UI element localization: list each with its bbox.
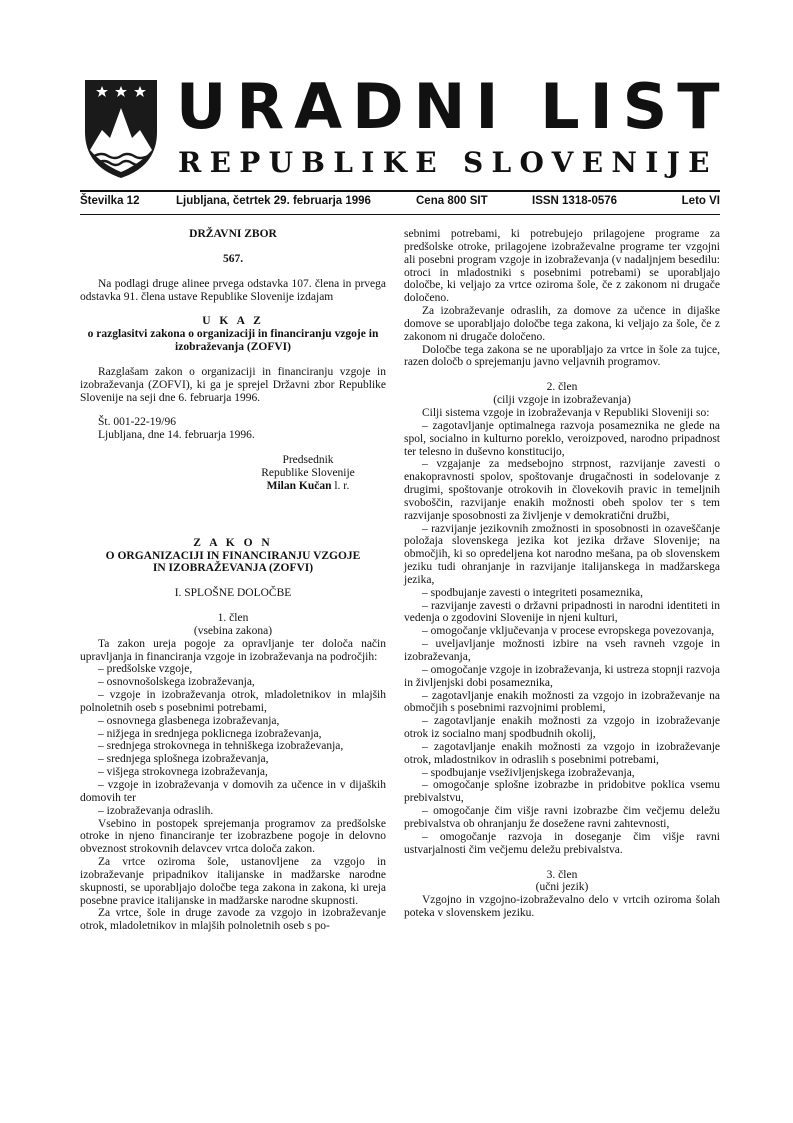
right-column — [404, 228, 720, 920]
article-2-intro: Cilji sistema vzgoje in izobraževanja v Republiki Sloveniji so: — [422, 406, 710, 419]
decree-preamble: Na podlagi druge alinee prvega odstavka 107. člena in prvega odstavka 91. člena ustave Republike Slovenije izdajam — [80, 277, 386, 303]
list-item: – srednjega splošnega izobraževanja, — [98, 753, 269, 766]
list-item: – vzgoje in izobraževanja otrok, mladoletnikov in mlajših polnoletnih oseb s posebnimi potrebami, — [80, 689, 386, 714]
list-item: – osnovnošolskega izobraževanja, — [98, 676, 255, 689]
section-title: I. SPLOŠNE DOLOČBE — [174, 587, 292, 600]
list-item: – omogočanje splošne izobrazbe in pridobitve poklica vsemu prebivalstvu, — [404, 779, 720, 805]
law-heading: Z A K O N — [193, 536, 273, 549]
list-item: – omogočanje čim višje ravni izobrazbe čim večjemu deležu prebivalstva ob ohranjanju že dosežene ravni zahtevnosti, — [404, 805, 720, 830]
list-item: – predšolske vzgoje, — [98, 663, 193, 676]
law-title: O ORGANIZACIJI IN FINANCIRANJU VZGOJE IN IZOBRAŽEVANJA (ZOFVI) — [105, 549, 361, 575]
signature-suffix: l. r. — [331, 479, 350, 492]
article-2-number: 2. člen — [546, 381, 578, 394]
article-1-title: (vsebina zakona) — [193, 624, 273, 637]
signature-line — [80, 480, 386, 493]
coat-of-arms-icon — [82, 70, 160, 180]
article-1-paragraph-6: Določbe tega zakona se ne uporabljajo za vrtce in šole za tujce, razen določb o sprejemanju javno veljavnih programov. — [404, 343, 720, 369]
signature-name: Milan Kučan — [266, 479, 332, 492]
reference-date: Ljubljana, dne 14. februarja 1996. — [98, 429, 255, 442]
list-item: – nižjega in srednjega poklicnega izobraževanja, — [98, 727, 322, 740]
issue-date: Ljubljana, četrtek 29. februarja 1996 — [176, 195, 371, 207]
list-item: – spodbujanje zavesti o integriteti posameznika, — [422, 586, 643, 599]
list-item: – srednjega strokovnega in tehniškega izobraževanja, — [98, 740, 344, 753]
article-1-paragraph-2: Vsebino in postopek sprejemanja programov za predšolske otroke in njeno financiranje ter izobrazbene pogoje in delovno obveznost strokovnih delavcev vrtca določa zakon. — [80, 817, 386, 856]
issue-issn: ISSN 1318-0576 — [532, 195, 618, 207]
decree-title: o razglasitvi zakona o organizaciji in financiranju vzgoje in izobraževanja (ZOFVI) — [87, 328, 379, 354]
list-item: – osnovnega glasbenega izobraževanja, — [98, 714, 280, 727]
issue-number: Številka 12 — [80, 195, 140, 207]
list-item: – izobraževanja odraslih. — [98, 804, 214, 817]
gazette-title: URADNI LIST — [176, 70, 730, 143]
article-1-number: 1. člen — [217, 612, 249, 625]
article-3-number: 3. člen — [546, 868, 578, 881]
article-1-paragraph-3: Za vrtce oziroma šole, ustanovljene za vzgojo in izobraževanje pripadnikov italijanske in madžarske narodne skupnosti, se uporabljajo določbe tega zakona in zakona, ki ureja posebne pravice italijanske in madžarske narodne skupnosti. — [80, 856, 386, 907]
article-1-paragraph-4: Za vrtce, šole in druge zavode za vzgojo in izobraževanje otrok, mladoletnikov in mlajših polnoletnih oseb s po- — [80, 907, 386, 933]
list-item: – omogočanje vključevanja v procese evropskega povezovanja, — [422, 625, 715, 638]
list-item: – omogočanje razvoja in doseganje čim višje ravni ustvarjalnosti čim večjemu deležu prebivalstva. — [404, 830, 720, 856]
gazette-subtitle: REPUBLIKE SLOVENIJE — [178, 146, 718, 179]
issue-price: Cena 800 SIT — [416, 195, 488, 207]
list-item: – uveljavljanje možnosti izbire na vseh ravneh vzgoje in izobraževanja, — [404, 638, 720, 663]
list-item: – spodbujanje vseživljenjskega izobraževanja, — [422, 766, 635, 779]
article-1-intro: Ta zakon ureja pogoje za opravljanje ter določa način upravljanja in financiranja vzgoje in izobraževanja na področjih: — [80, 637, 386, 663]
list-item: – razvijanje jezikovnih zmožnosti in sposobnosti in ozaveščanje položaja slovenskega jezika kot jezika države Slovenije; na območjih, ki so opredeljena kot narodno mešana, pa ob slovenskem jeziku tudi ohranjanje in razvijanje italijanskega in madžarskega jezika, — [404, 522, 720, 586]
list-item: – zagotavljanje optimalnega razvoja posameznika ne glede na spol, socialno in kulturno poreklo, veroizpoved, narodno pripadnost ter telesno in duševno konstitucijo, — [404, 419, 720, 458]
reference-number: Št. 001-22-19/96 — [98, 416, 176, 429]
list-item: – zagotavljanje enakih možnosti za vzgojo in izobraževanje otrok iz socialno manj spodbudnih okolij, — [404, 715, 720, 741]
issue-volume: Leto VI — [681, 195, 720, 207]
list-item: – razvijanje zavesti o državni pripadnosti in narodni identiteti in vedenja o zgodovini Slovenije in njeni kulturi, — [404, 599, 720, 625]
decree-heading: U K A Z — [202, 315, 264, 328]
list-item: – višjega strokovnega izobraževanja, — [98, 766, 268, 779]
list-item: – zagotavljanje enakih možnosti za vzgojo in izobraževanje na območjih s posebnimi razvojnimi problemi, — [404, 689, 720, 715]
item-number: 567. — [222, 252, 244, 265]
issuer-heading: DRŽAVNI ZBOR — [189, 228, 277, 240]
left-column — [80, 228, 386, 933]
list-item: – zagotavljanje enakih možnosti za vzgojo in izobraževanje otrok, mladostnikov in odraslih s posebnimi potrebami, — [404, 740, 720, 766]
article-1-continuation: sebnimi potrebami, ki potrebujejo prilagojene programe za predšolske otroke, prilagojene izobraževalne programe ter vzgojni ali posebni program vzgoje in izobraževanja (v nadaljnjem besedilu: otroci in mladostniki s posebnimi potrebami) se uporabljajo določbe, ki veljajo za vrtce oziroma šole, če z zakonom ni drugače določeno. — [404, 228, 720, 305]
masthead — [80, 70, 730, 180]
signature-org: Republike Slovenije — [261, 466, 355, 479]
issue-info-bar — [80, 190, 720, 215]
signature-role: Predsednik — [282, 454, 334, 467]
article-1-paragraph-5: Za izobraževanje odraslih, za domove za učence in dijaške domove se uporabljajo določbe tega zakona, ki veljajo za šole, če z zakonom ni drugače določeno. — [404, 305, 720, 343]
list-item: – vzgajanje za medsebojno strpnost, razvijanje zavesti o enakopravnosti spolov, spoštovanje drugačnosti in sodelovanje z drugimi, spoštovanje otrokovih in človekovih pravic in temeljnih svoboščin, razvijanje enakih možnosti obeh spolov ter s tem razvijanje sposobnosti za življenje v demokratični družbi, — [404, 458, 720, 522]
article-3-title: (učni jezik) — [535, 881, 589, 894]
article-2-title: (cilji vzgoje in izobraževanja) — [493, 394, 631, 407]
list-item: – vzgoje in izobraževanja v domovih za učence in v dijaških domovih ter — [80, 779, 386, 804]
list-item: – omogočanje vzgoje in izobraževanja, ki ustreza stopnji razvoja in življenjski dobi posameznika, — [404, 663, 720, 689]
article-3-body: Vzgojno in vzgojno-izobraževalno delo v vrtcih oziroma šolah poteka v slovenskem jeziku. — [404, 894, 720, 920]
decree-body: Razglašam zakon o organizaciji in financiranju vzgoje in izobraževanja (ZOFVI), ki ga je sprejel Državni zbor Republike Slovenije na seji dne 6. februarja 1996. — [80, 365, 386, 404]
